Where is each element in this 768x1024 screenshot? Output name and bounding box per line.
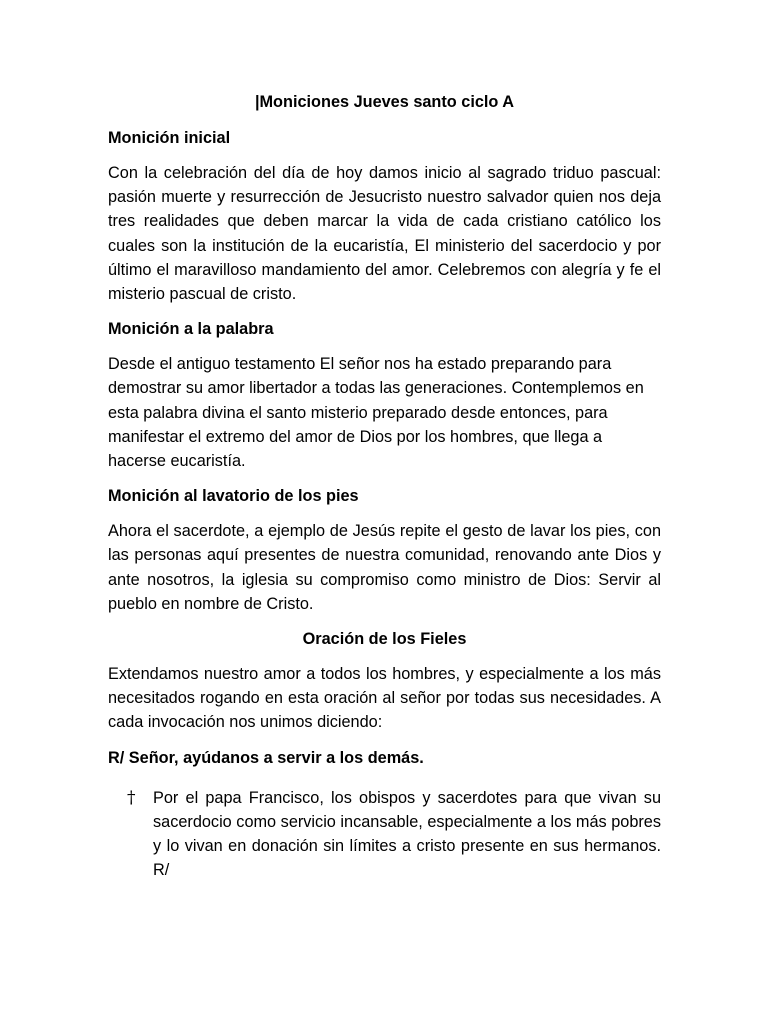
prayer-intention-item: [108, 786, 661, 883]
section-body-lavatorio: Ahora el sacerdote, a ejemplo de Jesús repite el gesto de lavar los pies, con las personas aquí presentes de nuestra comunidad, renovando ante Dios y ante nosotros, la iglesia su compromiso como ministro de Dios: Servir al pueblo en nombre de Cristo.: [108, 522, 661, 613]
prayer-heading: Oración de los Fieles: [302, 630, 467, 649]
document-title: |Moniciones Jueves santo ciclo A: [254, 93, 515, 111]
prayer-response: R/ Señor, ayúdanos a servir a los demás.: [108, 748, 424, 767]
section-heading-monicion-palabra: Monición a la palabra: [108, 320, 274, 339]
section-body-monicion-inicial: Con la celebración del día de hoy damos inicio al sagrado triduo pascual: pasión muerte y resurrección de Jesucristo nuestro salvador quien nos deja tres realidades que deben marcar la vida de cada cristiano católico los cuales son la institución de la eucaristía, El ministerio del sacerdocio y por último el maravilloso mandamiento del amor. Celebremos con alegría y fe el misterio pascual de cristo.: [108, 164, 661, 304]
section-heading-lavatorio: Monición al lavatorio de los pies: [108, 487, 359, 506]
section-body-monicion-palabra: Desde el antiguo testamento El señor nos ha estado preparando para demostrar su amor libertador a todas las generaciones. Contemplemos en esta palabra divina el santo misterio preparado desde entonces, para manifestar el extremo del amor de Dios por los hombres, que llega a hacerse eucaristía.: [108, 355, 644, 471]
dagger-bullet-icon: †: [127, 787, 136, 808]
prayer-intro: Extendamos nuestro amor a todos los hombres, y especialmente a los más necesitados rogando en esta oración al señor por todas sus necesidades. A cada invocación nos unimos diciendo:: [108, 665, 661, 732]
prayer-intentions-list: [108, 786, 661, 883]
section-heading-monicion-inicial: Monición inicial: [108, 129, 231, 147]
prayer-intention-text: Por el papa Francisco, los obispos y sacerdotes para que vivan su sacerdocio como servicio incansable, especialmente a los más pobres y lo vivan en donación sin límites a cristo presente en sus hermanos. R/: [153, 788, 661, 880]
